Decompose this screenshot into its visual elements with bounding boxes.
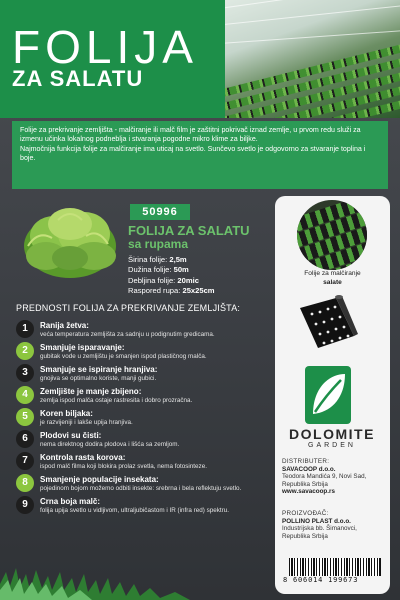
distributor-label: DISTRIBUTER:	[282, 458, 330, 465]
brand-name: DOLOMITE	[289, 426, 375, 442]
distributor-address: Teodora Mandića 9, Novi Sad,	[282, 473, 367, 481]
producer-country: Republika Srbija	[282, 532, 328, 540]
item-number-badge: 6	[16, 430, 34, 448]
item-text: gnojiva se optimalno koriste, manji gubici.	[40, 375, 157, 382]
leaf-logo-icon	[305, 366, 351, 424]
producer-address: Industrijska bb. Šimanovci,	[282, 525, 357, 533]
item-text: zemlja ispod malča ostaje rastresita i dobro prozračna.	[40, 397, 193, 404]
item-text: je razvijeniji i lakše upija hranjiva.	[40, 419, 133, 426]
main-title: FOLIJA	[12, 21, 198, 73]
producer-label: PROIZVOĐAČ:	[282, 510, 329, 517]
item-text: nema direktnog dodira plodova i lišća sa zemljom.	[40, 441, 180, 448]
item-text: pojedinom bojom možemo odbiti insekte: srebrna i bela reflektuju svetlo.	[40, 485, 242, 492]
item-title: Smanjenje populacije insekata:	[40, 475, 159, 484]
distributor-info	[282, 458, 386, 496]
photo-caption: Folije za malčiranje	[304, 270, 361, 277]
item-title: Ranija žetva:	[40, 321, 89, 330]
advantages-heading: PREDNOSTI FOLIJA ZA PREKRIVANJE ZEMLJIŠTA:	[16, 303, 241, 313]
item-title: Smanjuje se ispiranje hranjiva:	[40, 365, 158, 374]
lettuce-image	[18, 200, 122, 282]
description-paragraph-1: Folije za prekrivanje zemljišta - malčiranje ili malč film je zaštitni pokrivač iznad zemlje, u prvom redu služi za izmenu učinka lokalnog podneblja i stvaranja pogodne mikro klime za biljke.	[20, 126, 361, 144]
item-text: ispod malč filma koji blokira prolaz svetla, nema fotosinteze.	[40, 463, 207, 470]
grass-decoration	[0, 560, 270, 600]
item-text: gubitak vode u zemljištu je smanjen ispod plastičnog malča.	[40, 353, 207, 360]
spec-row: Raspored rupa: 25x25cm	[128, 286, 215, 296]
item-number-badge: 8	[16, 474, 34, 492]
item-number-badge: 5	[16, 408, 34, 426]
item-number-badge: 7	[16, 452, 34, 470]
item-title: Koren biljaka:	[40, 409, 93, 418]
distributor-country: Republika Srbija	[282, 480, 328, 488]
spec-row: Dužina folije: 50m	[128, 265, 189, 275]
item-number-badge: 1	[16, 320, 34, 338]
item-title: Crna boja malč:	[40, 497, 101, 506]
item-text: folija upija svetlo u vidljivom, ultraljubičastom i IR (infra red) spektru.	[40, 507, 229, 514]
main-subtitle: ZA SALATU	[12, 66, 144, 91]
description-paragraph-2: Najmočnija funkcija folije za malčiranje ima uticaj na svetlo. Sunčevo svetlo je odgovorno za stvaranje toplina i boje.	[20, 144, 366, 163]
barcode-number: 8 606014 199673	[283, 576, 359, 584]
item-title: Smanjuje isparavanje:	[40, 343, 125, 352]
distributor-name: SAVACOOP d.o.o.	[282, 465, 336, 473]
item-title: Kontrola rasta korova:	[40, 453, 126, 462]
item-number-badge: 9	[16, 496, 34, 514]
mulch-field-photo	[297, 200, 367, 270]
product-code: 50996	[130, 204, 190, 220]
item-number-badge: 2	[16, 342, 34, 360]
spec-row: Širina folije: 2,5m	[128, 255, 187, 264]
item-title: Zemljište je manje zbijeno:	[40, 387, 142, 396]
product-name: FOLIJA ZA SALATU	[128, 223, 250, 238]
description-box	[12, 121, 388, 189]
photo-caption-bold: salate	[323, 279, 342, 286]
item-text: veća temperatura zemljišta za sadnju u podignutim gredicama.	[40, 331, 215, 338]
item-title: Plodovi su čisti:	[40, 431, 102, 440]
barcode	[283, 558, 383, 584]
product-variant: sa rupama	[128, 237, 189, 251]
greenhouse-photo	[225, 0, 400, 118]
producer-name: POLLINO PLAST d.o.o.	[282, 517, 351, 525]
distributor-website: www.savacoop.rs	[282, 488, 335, 496]
brand-subtitle: GARDEN	[308, 442, 356, 449]
list-item	[14, 494, 272, 524]
barcode-bars	[289, 558, 381, 576]
film-roll-icon	[296, 292, 360, 352]
producer-info	[282, 510, 386, 540]
spec-row: Debljina folije: 20mic	[128, 275, 199, 285]
item-number-badge: 4	[16, 386, 34, 404]
product-specs	[128, 255, 215, 297]
item-number-badge: 3	[16, 364, 34, 382]
